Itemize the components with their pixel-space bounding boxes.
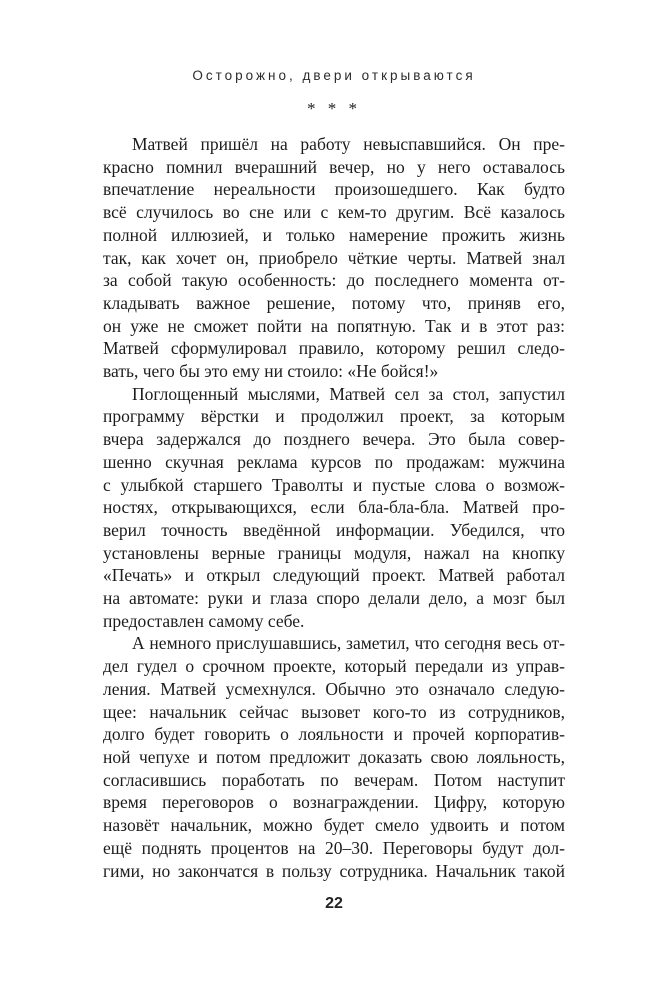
text-line: шенно скучная реклама курсов по продажам: мужчина: [103, 451, 565, 472]
text-line: согласившись поработать по вечерам. Потом наступит: [103, 769, 565, 790]
paragraph: [103, 632, 565, 882]
text-line: предоставлен самому себе.: [103, 610, 305, 631]
text-line: установлены верные границы модуля, нажал на кнопку: [103, 542, 565, 563]
text-line: на автомате: руки и глаза споро делали дело, а мозг был: [103, 588, 565, 609]
text-line: Матвей пришёл на работу невыспавшийся. Он пре-: [132, 134, 565, 154]
text-line: кладывать важное решение, потому что, приняв его,: [103, 292, 565, 313]
text-line: он уже не сможет пойти на попятную. Так и в этот раз:: [103, 315, 565, 336]
text-line: дел гудел о срочном проекте, который передали из управ-: [103, 656, 565, 677]
paragraph: [103, 383, 565, 633]
text-line: долго будет говорить о лояльности и прочей корпоратив-: [103, 724, 565, 745]
running-header: Осторожно, двери открываются: [192, 68, 476, 83]
text-line: за собой такую особенность: до последнего момента от-: [103, 270, 565, 291]
text-line: ной чепухе и потом предложит доказать свою лояльность,: [103, 746, 565, 767]
page-number: 22: [325, 895, 343, 912]
text-line: вчера задержался до позднего вечера. Это была совер-: [103, 429, 565, 450]
text-line: А немного прислушавшись, заметил, что сегодня весь от-: [132, 633, 565, 654]
text-line: так, как хочет он, приобрело чёткие черты. Матвей знал: [103, 247, 565, 268]
text-line: назовёт начальник, можно будет смело удвоить и потом: [103, 815, 565, 836]
text-line: красно помнил вчерашний вечер, но у него оставалось: [103, 156, 565, 177]
paragraph: [103, 133, 565, 383]
text-line: всё случилось во сне или с кем-то другим. Всё казалось: [103, 202, 565, 223]
text-line: «Печать» и открыл следующий проект. Матвей работал: [103, 565, 565, 586]
text-line: ещё поднять процентов на 20–30. Переговоры будут дол-: [103, 837, 565, 858]
text-line: щее: начальник сейчас вызовет кого-то из сотрудников,: [103, 701, 565, 722]
section-separator: * * *: [307, 99, 361, 118]
text-line: вать, чего бы это ему ни стоило: «Не бойся!»: [103, 361, 439, 382]
text-line: ления. Матвей усмехнулся. Обычно это означало следую-: [103, 678, 565, 699]
body-text: [103, 133, 565, 882]
text-line: с улыбкой старшего Траволты и пустые слова о возмож-: [103, 474, 565, 495]
text-line: ностях, открывающихся, если бла-бла-бла. Матвей про-: [103, 497, 565, 518]
text-line: впечатление нереальности произошедшего. Как будто: [103, 179, 565, 200]
text-line: верил точность введённой информации. Убедился, что: [103, 519, 565, 540]
text-line: время переговоров о вознаграждении. Цифру, которую: [103, 792, 565, 813]
text-line: Матвей сформулировал правило, которому решил следо-: [103, 338, 565, 359]
text-line: полной иллюзией, и только намерение прожить жизнь: [103, 224, 565, 245]
text-line: Поглощенный мыслями, Матвей сел за стол, запустил: [132, 383, 565, 404]
text-line: гими, но закончатся в пользу сотрудника. Начальник такой: [103, 860, 565, 881]
text-line: программу вёрстки и продолжил проект, за которым: [103, 406, 565, 427]
